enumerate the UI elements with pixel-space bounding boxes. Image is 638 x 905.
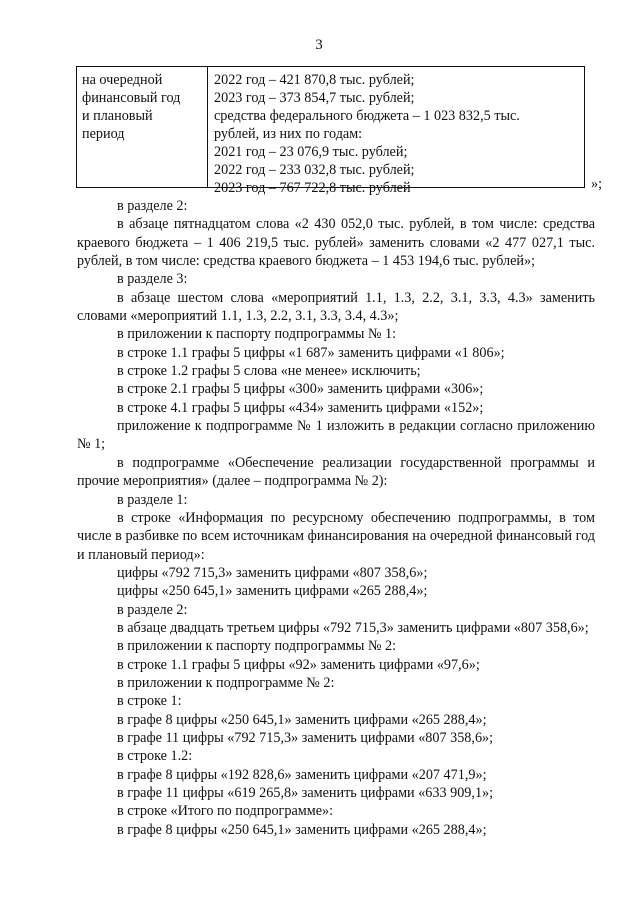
table-right-line: рублей, из них по годам:: [214, 126, 363, 142]
paragraph: в строке 1.1 графы 5 цифры «92» заменить цифрами «97,6»;: [117, 656, 480, 673]
paragraph: в строке 4.1 графы 5 цифры «434» заменить цифрами «152»;: [117, 399, 484, 416]
paragraph: в строке «Информация по ресурсному обеспечению подпрограммы, в том числе в разбивке по всем источникам финансирования на очередной финансовый год и плановый период»:: [77, 509, 595, 563]
table-right-line: 2023 год – 767 722,8 тыс. рублей: [214, 180, 411, 196]
paragraph: в строке 1.2 графы 5 слова «не менее» исключить;: [117, 363, 421, 380]
paragraph: цифры «250 645,1» заменить цифрами «265 288,4»;: [117, 583, 428, 600]
paragraph: в графе 8 цифры «192 828,6» заменить цифрами «207 471,9»;: [117, 766, 487, 783]
paragraph: в строке 1.1 графы 5 цифры «1 687» заменить цифрами «1 806»;: [117, 344, 505, 361]
table-right-line: 2022 год – 233 032,8 тыс. рублей;: [214, 162, 415, 178]
paragraph: в абзаце двадцать третьем цифры «792 715,3» заменить цифрами «807 358,6»;: [117, 619, 589, 636]
paragraph: в разделе 1:: [117, 491, 188, 508]
table-left-line: на очередной: [82, 72, 163, 88]
paragraph: в графе 8 цифры «250 645,1» заменить цифрами «265 288,4»;: [117, 711, 487, 728]
amendment-text: [77, 197, 595, 839]
page-number: 3: [315, 37, 323, 53]
paragraph: в приложении к подпрограмме № 2:: [117, 674, 335, 691]
paragraph: в графе 11 цифры «619 265,8» заменить цифрами «633 909,1»;: [117, 785, 494, 801]
table-closing-quote: »;: [591, 176, 603, 192]
table-right-line: 2022 год – 421 870,8 тыс. рублей;: [214, 72, 415, 88]
table-column-divider: [207, 67, 208, 187]
paragraph: в графе 11 цифры «792 715,3» заменить цифрами «807 358,6»;: [117, 729, 494, 746]
paragraph: в приложении к паспорту подпрограммы № 1:: [117, 326, 397, 343]
paragraph: цифры «792 715,3» заменить цифрами «807 358,6»;: [117, 564, 428, 581]
paragraph: в абзаце пятнадцатом слова «2 430 052,0 тыс. рублей, в том числе: средства краевого бюджета – 1 406 219,5 тыс. рублей» заменить словами «2 477 027,1 тыс. рублей, в том числе: средства краевого бюджета – 1 453 194,6 тыс. рублей»;: [77, 216, 595, 270]
table-right-line: 2021 год – 23 076,9 тыс. рублей;: [214, 144, 408, 160]
paragraph: в строке «Итого по подпрограмме»:: [117, 803, 334, 820]
paragraph: в разделе 2:: [117, 198, 188, 214]
table-left-cell: [82, 71, 204, 143]
table-left-line: финансовый год: [82, 90, 181, 106]
paragraph: в строке 1.2:: [117, 748, 193, 765]
paragraph: в разделе 2:: [117, 601, 188, 618]
paragraph: приложение к подпрограмме № 1 изложить в редакции согласно приложению № 1;: [77, 418, 595, 453]
paragraph: в строке 1:: [117, 693, 182, 710]
table-right-line: 2023 год – 373 854,7 тыс. рублей;: [214, 90, 415, 106]
table-right-cell: [214, 71, 584, 197]
paragraph: в графе 8 цифры «250 645,1» заменить цифрами «265 288,4»;: [117, 821, 487, 838]
paragraph: в строке 2.1 графы 5 цифры «300» заменить цифрами «306»;: [117, 381, 484, 398]
resource-table: [76, 66, 585, 196]
paragraph: в абзаце шестом слова «мероприятий 1.1, 1.3, 2.2, 3.1, 3.3, 4.3» заменить словами «мероприятий 1.1, 1.3, 2.2, 3.1, 3.3, 3.4, 4.3»;: [77, 289, 595, 325]
paragraph: в приложении к паспорту подпрограммы № 2:: [117, 638, 397, 655]
table-left-line: и плановый: [82, 108, 153, 124]
table-left-line: период: [82, 126, 125, 142]
paragraph: в разделе 3:: [117, 271, 188, 288]
paragraph: в подпрограмме «Обеспечение реализации государственной программы и прочие мероприятия» (далее – подпрограмма № 2):: [77, 454, 595, 490]
table-right-line: средства федерального бюджета – 1 023 832,5 тыс.: [214, 108, 520, 124]
